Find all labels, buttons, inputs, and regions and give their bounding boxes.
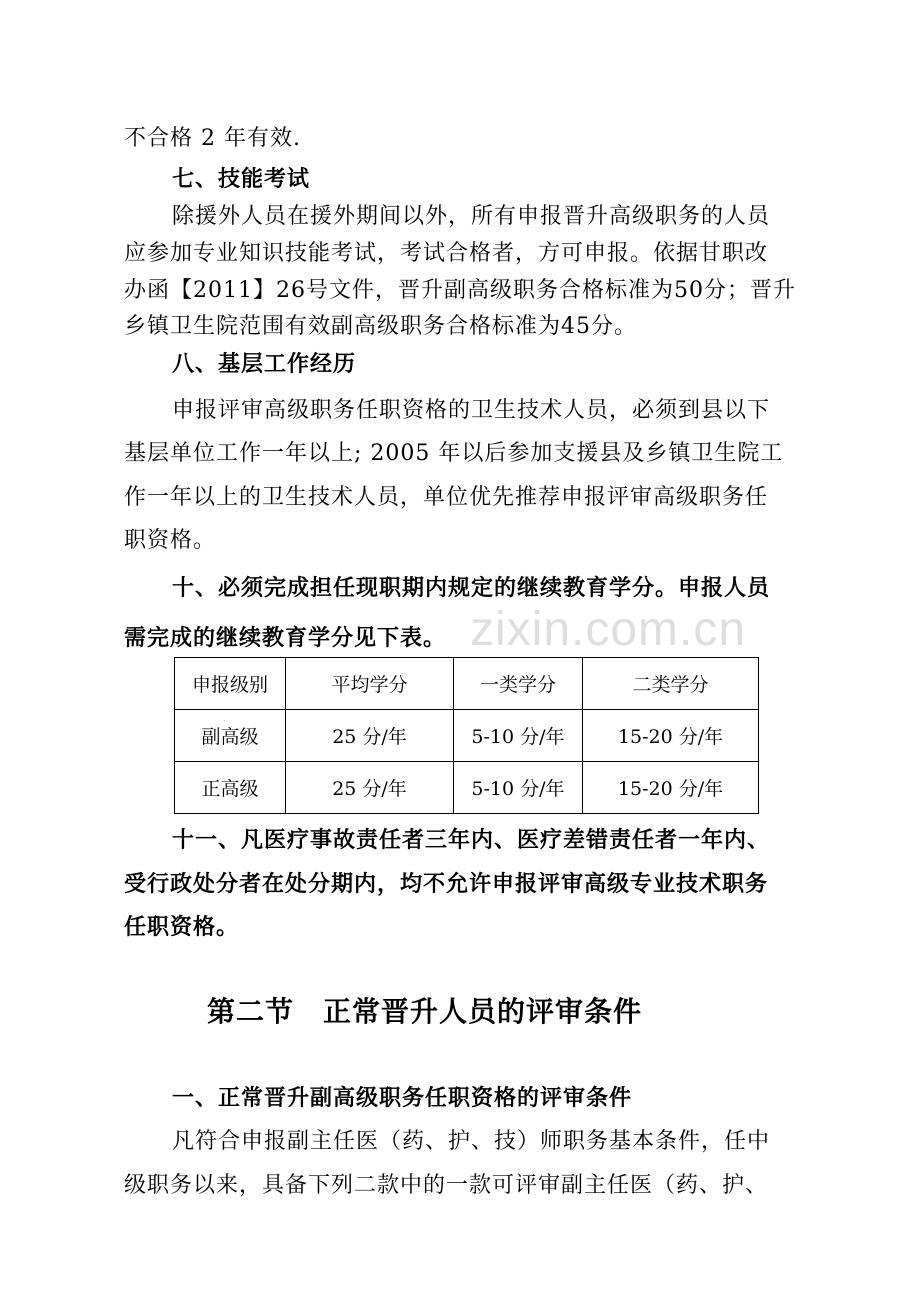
paragraph-line: 应参加专业知识技能考试，考试合格者，方可申报。依据甘职改 — [124, 241, 769, 266]
paragraph-line: 基层单位工作一年以上; 2005 年以后参加支援县及乡镇卫生院工 — [124, 441, 784, 466]
heading-grassroots: 八、基层工作经历 — [172, 352, 357, 377]
paragraph-line: 受行政处分者在处分期内，均不允许申报评审高级专业技术职务 — [124, 872, 769, 897]
table-cell: 15-20 分/年 — [583, 762, 759, 814]
paragraph-line: 除援外人员在援外期间以外，所有申报晋升高级职务的人员 — [172, 204, 771, 229]
paragraph-line: 申报评审高级职务任职资格的卫生技术人员，必须到县以下 — [172, 398, 771, 423]
table-cell: 15-20 分/年 — [583, 710, 759, 762]
paragraph-line: 需完成的继续教育学分见下表。 — [124, 626, 447, 651]
watermark: zixin.com.cn — [470, 603, 747, 656]
table-header-cell: 平均学分 — [286, 658, 454, 710]
section-title: 第二节 正常晋升人员的评审条件 — [207, 995, 643, 1028]
paragraph-line: 凡符合申报副主任医（药、护、技）师职务基本条件，任中 — [172, 1129, 771, 1154]
paragraph-line: 办函【2011】26号文件，晋升副高级职务合格标准为50分；晋升 — [124, 278, 796, 303]
table-cell: 5-10 分/年 — [454, 710, 583, 762]
paragraph-line: 职资格。 — [124, 528, 217, 553]
paragraph-line: 不合格 2 年有效. — [124, 126, 301, 151]
table-header-cell: 申报级别 — [175, 658, 286, 710]
paragraph-line: 作一年以上的卫生技术人员，单位优先推荐申报评审高级职务任 — [124, 485, 769, 510]
table-header-cell: 一类学分 — [454, 658, 583, 710]
table-row — [175, 710, 759, 762]
table-cell: 5-10 分/年 — [454, 762, 583, 814]
table-cell: 副高级 — [175, 710, 286, 762]
paragraph-line: 级职务以来，具备下列二款中的一款可评审副主任医（药、护、 — [124, 1173, 769, 1198]
heading-medical-accident: 十一、凡医疗事故责任者三年内、医疗差错责任者一年内、 — [172, 828, 771, 853]
table-cell: 25 分/年 — [286, 762, 454, 814]
table-cell: 正高级 — [175, 762, 286, 814]
heading-skill-exam: 七、技能考试 — [172, 167, 311, 192]
table-cell: 25 分/年 — [286, 710, 454, 762]
paragraph-line: 任职资格。 — [124, 915, 240, 940]
credits-table — [174, 657, 759, 814]
heading-normal-promotion: 一、正常晋升副高级职务任职资格的评审条件 — [172, 1086, 633, 1111]
heading-continuing-education: 十、必须完成担任现职期内规定的继续教育学分。申报人员 — [172, 576, 771, 601]
table-header-row — [175, 658, 759, 710]
table-header-cell: 二类学分 — [583, 658, 759, 710]
paragraph-line: 乡镇卫生院范围有效副高级职务合格标准为45分。 — [124, 314, 637, 339]
table-row — [175, 762, 759, 814]
